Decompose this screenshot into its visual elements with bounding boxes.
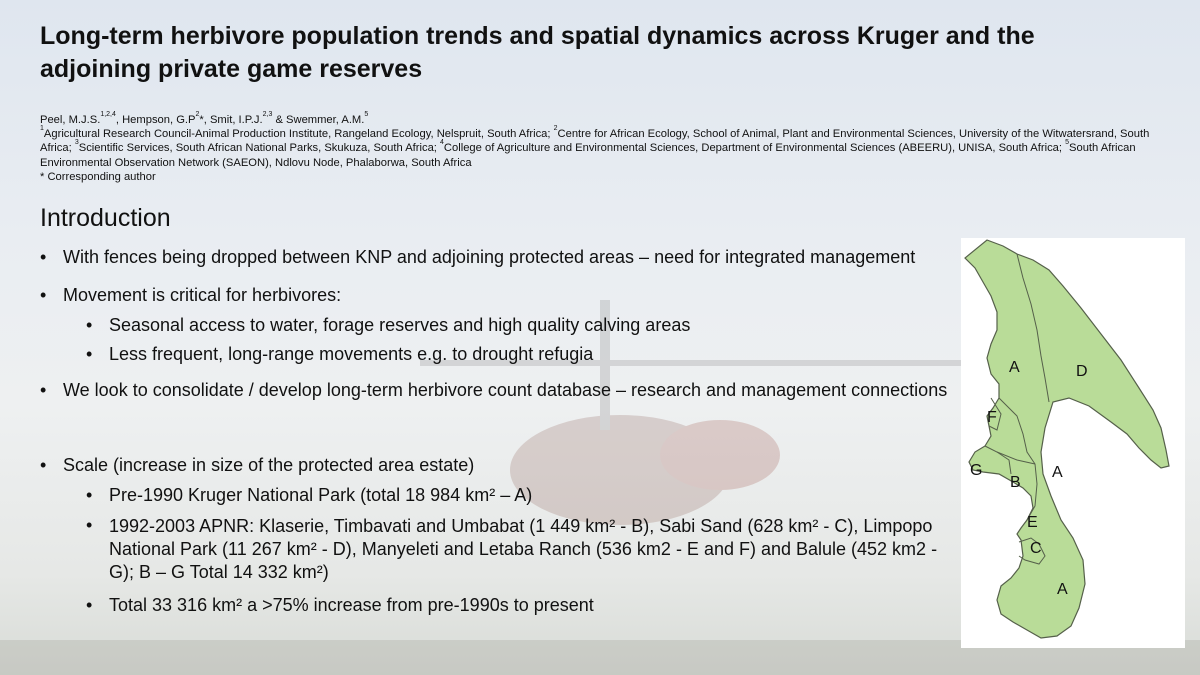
map-label-g: G [970, 462, 983, 479]
bullet-text: Total 33 316 km² a >75% increase from pre-1990s to present [109, 595, 594, 615]
bullet-text: Movement is critical for herbivores: [63, 285, 342, 305]
bullet-text: We look to consolidate / develop long-term herbivore count database – research and management connections [63, 380, 948, 400]
map-label-a-south: A [1057, 581, 1068, 598]
author-superscript: 2 [195, 111, 200, 118]
affiliation-text: College of Agriculture and Environmental Sciences, Department of Environmental Sciences (ABEERU), UNISA, South Africa; [443, 142, 1066, 155]
bullet-icon: • [40, 455, 47, 475]
section-heading: Introduction [40, 204, 171, 232]
affiliation-superscript: 2 [553, 125, 558, 133]
bullet-text: Less frequent, long-range movements e.g. to drought refugia [109, 344, 594, 364]
bullet-text: With fences being dropped between KNP and adjoining protected areas – need for integrated management [63, 247, 916, 267]
author-text: , Hempson, G.P [115, 114, 196, 126]
bullet-text: Pre-1990 Kruger National Park (total 18 984 km² – A) [109, 485, 533, 505]
reserve-map-shape [961, 238, 1185, 648]
map-label-e: E [1027, 514, 1038, 531]
affiliation-list [40, 127, 1160, 170]
affiliation-text: South African Environmental Observation Network (SAEON), Ndlovu Node, Phalaborwa, South Africa [40, 142, 1136, 169]
slide-title: Long-term herbivore population trends and spatial dynamics across Kruger and the adjoining private game reserves [40, 22, 1035, 83]
map-label-a-north: A [1009, 359, 1020, 376]
bullet-icon: • [86, 315, 93, 335]
affiliation-superscript: 3 [74, 139, 79, 147]
map-label-f: F [987, 409, 997, 426]
authors-block [40, 113, 1160, 184]
affiliation-text: Agricultural Research Council-Animal Production Institute, Rangeland Ecology, Nelspruit, South Africa; [43, 128, 554, 141]
map-label-d: D [1076, 363, 1088, 380]
bullet-icon: • [40, 285, 47, 305]
affiliation-superscript: 1 [40, 125, 44, 133]
affiliation-superscript: 5 [1065, 139, 1070, 147]
bullet-text: Scale (increase in size of the protected area estate) [63, 455, 475, 475]
author-superscript: 5 [364, 111, 369, 118]
bullet-icon: • [40, 247, 47, 267]
bullet-icon: • [86, 344, 93, 364]
affiliation-text: Centre for African Ecology, School of Animal, Plant and Environmental Sciences, University of the Witwatersrand, South Africa; [40, 128, 1150, 155]
author-text: Peel, M.J.S. [40, 114, 101, 126]
bullet-icon: • [86, 595, 93, 615]
bullet-text: 1992-2003 APNR: Klaserie, Timbavati and Umbabat (1 449 km² - B), Sabi Sand (628 km² - C), Limpopo National Park (11 267 km² - D), Manyeleti and Letaba Ranch (536 km2 - E and F) and Balule (452 km2 - G); B – G Total 14 332 km²) [109, 516, 938, 582]
author-superscript: 2,3 [262, 111, 273, 118]
map-label-c: C [1030, 540, 1042, 557]
map-label-b: B [1010, 474, 1021, 491]
reserve-map [961, 238, 1185, 648]
bullet-icon: • [86, 515, 93, 535]
bullet-icon: • [40, 380, 47, 400]
bullet-text: Seasonal access to water, forage reserves and high quality calving areas [109, 315, 691, 335]
author-list [40, 113, 1160, 127]
map-label-a-central: A [1052, 464, 1063, 481]
map-region-outline [965, 240, 1169, 638]
affiliation-text: Scientific Services, South African National Parks, Skukuza, South Africa; [78, 142, 441, 155]
author-text: & Swemmer, A.M. [272, 114, 365, 126]
bullet-icon: • [86, 485, 93, 505]
author-superscript: 1,2,4 [100, 111, 116, 118]
affiliation-superscript: 4 [440, 139, 444, 147]
author-text: *, Smit, I.P.J. [199, 114, 263, 126]
corresponding-author-note: * Corresponding author [40, 170, 156, 183]
